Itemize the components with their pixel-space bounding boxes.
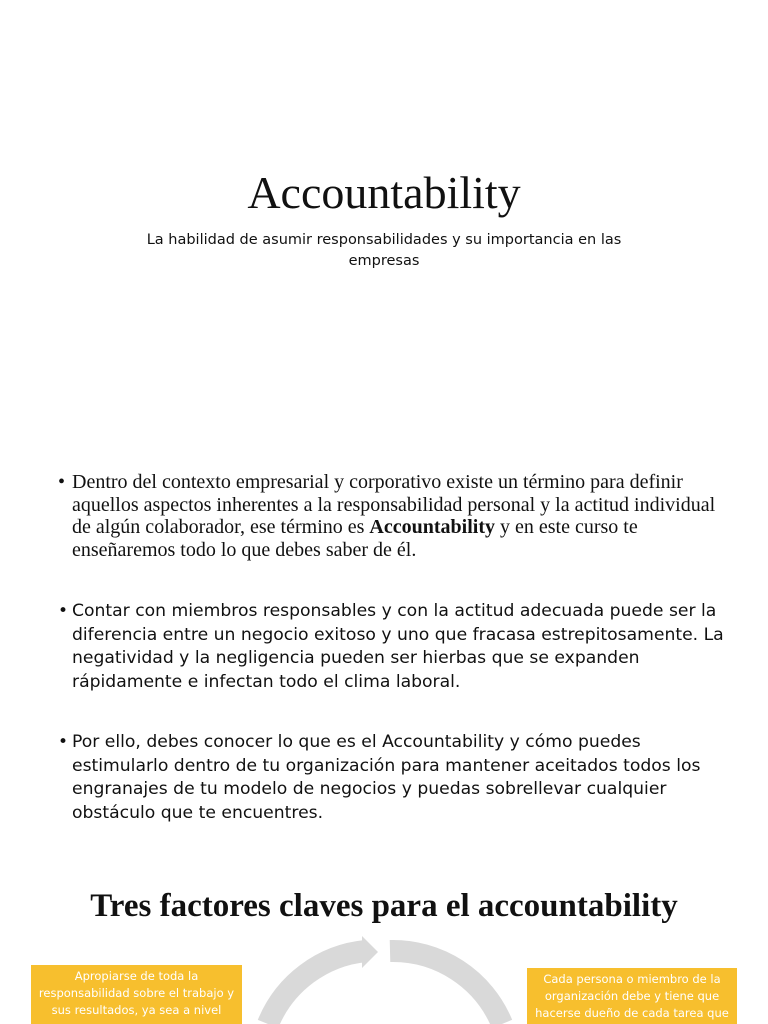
bullet-text-1-bold: Accountability <box>369 516 495 538</box>
bullet-text-3: Por ello, debes conocer lo que es el Accountability y cómo puedes estimularlo dentro de tu organización para mantener aceitados todos los engranajes de tu modelo de negocios y puedas sobrellevar cualquier obstáculo que te encuentres. <box>72 732 701 823</box>
bullet-item-2 <box>58 600 730 694</box>
bullet-text-1 <box>72 471 730 561</box>
bullet-marker: • <box>58 601 69 621</box>
bullet-text-1-after: y en este curso te enseñaremos todo lo que debes saber de él. <box>72 516 638 561</box>
bullet-item-1 <box>58 471 730 561</box>
page-subtitle: La habilidad de asumir responsabilidades y su importancia en las empresas <box>146 232 622 269</box>
cycle-arrow-icon <box>250 930 520 1024</box>
bullet-item-3 <box>58 731 730 825</box>
factor-box-left: Apropiarse de toda la responsabilidad sobre el trabajo y sus resultados, ya sea a nivel <box>31 965 242 1024</box>
bullet-text-1-before: Dentro del contexto empresarial y corporativo existe un término para definir aquellos aspectos inherentes a la responsabilidad personal y la actitud individual de algún colaborador, ese término es <box>72 471 716 538</box>
page-title: Accountability <box>247 167 521 218</box>
factor-box-right: Cada persona o miembro de la organización debe y tiene que hacerse dueño de cada tarea que <box>527 968 737 1024</box>
section-title: Tres factores claves para el accountability <box>90 888 678 924</box>
bullet-text-2: Contar con miembros responsables y con la actitud adecuada puede ser la diferencia entre un negocio exitoso y uno que fracasa estrepitosamente. La negatividad y la negligencia pueden ser hierbas que se expanden rápidamente e infectan todo el clima laboral. <box>72 601 724 692</box>
bullet-marker: • <box>58 471 66 493</box>
bullet-marker: • <box>58 732 69 752</box>
